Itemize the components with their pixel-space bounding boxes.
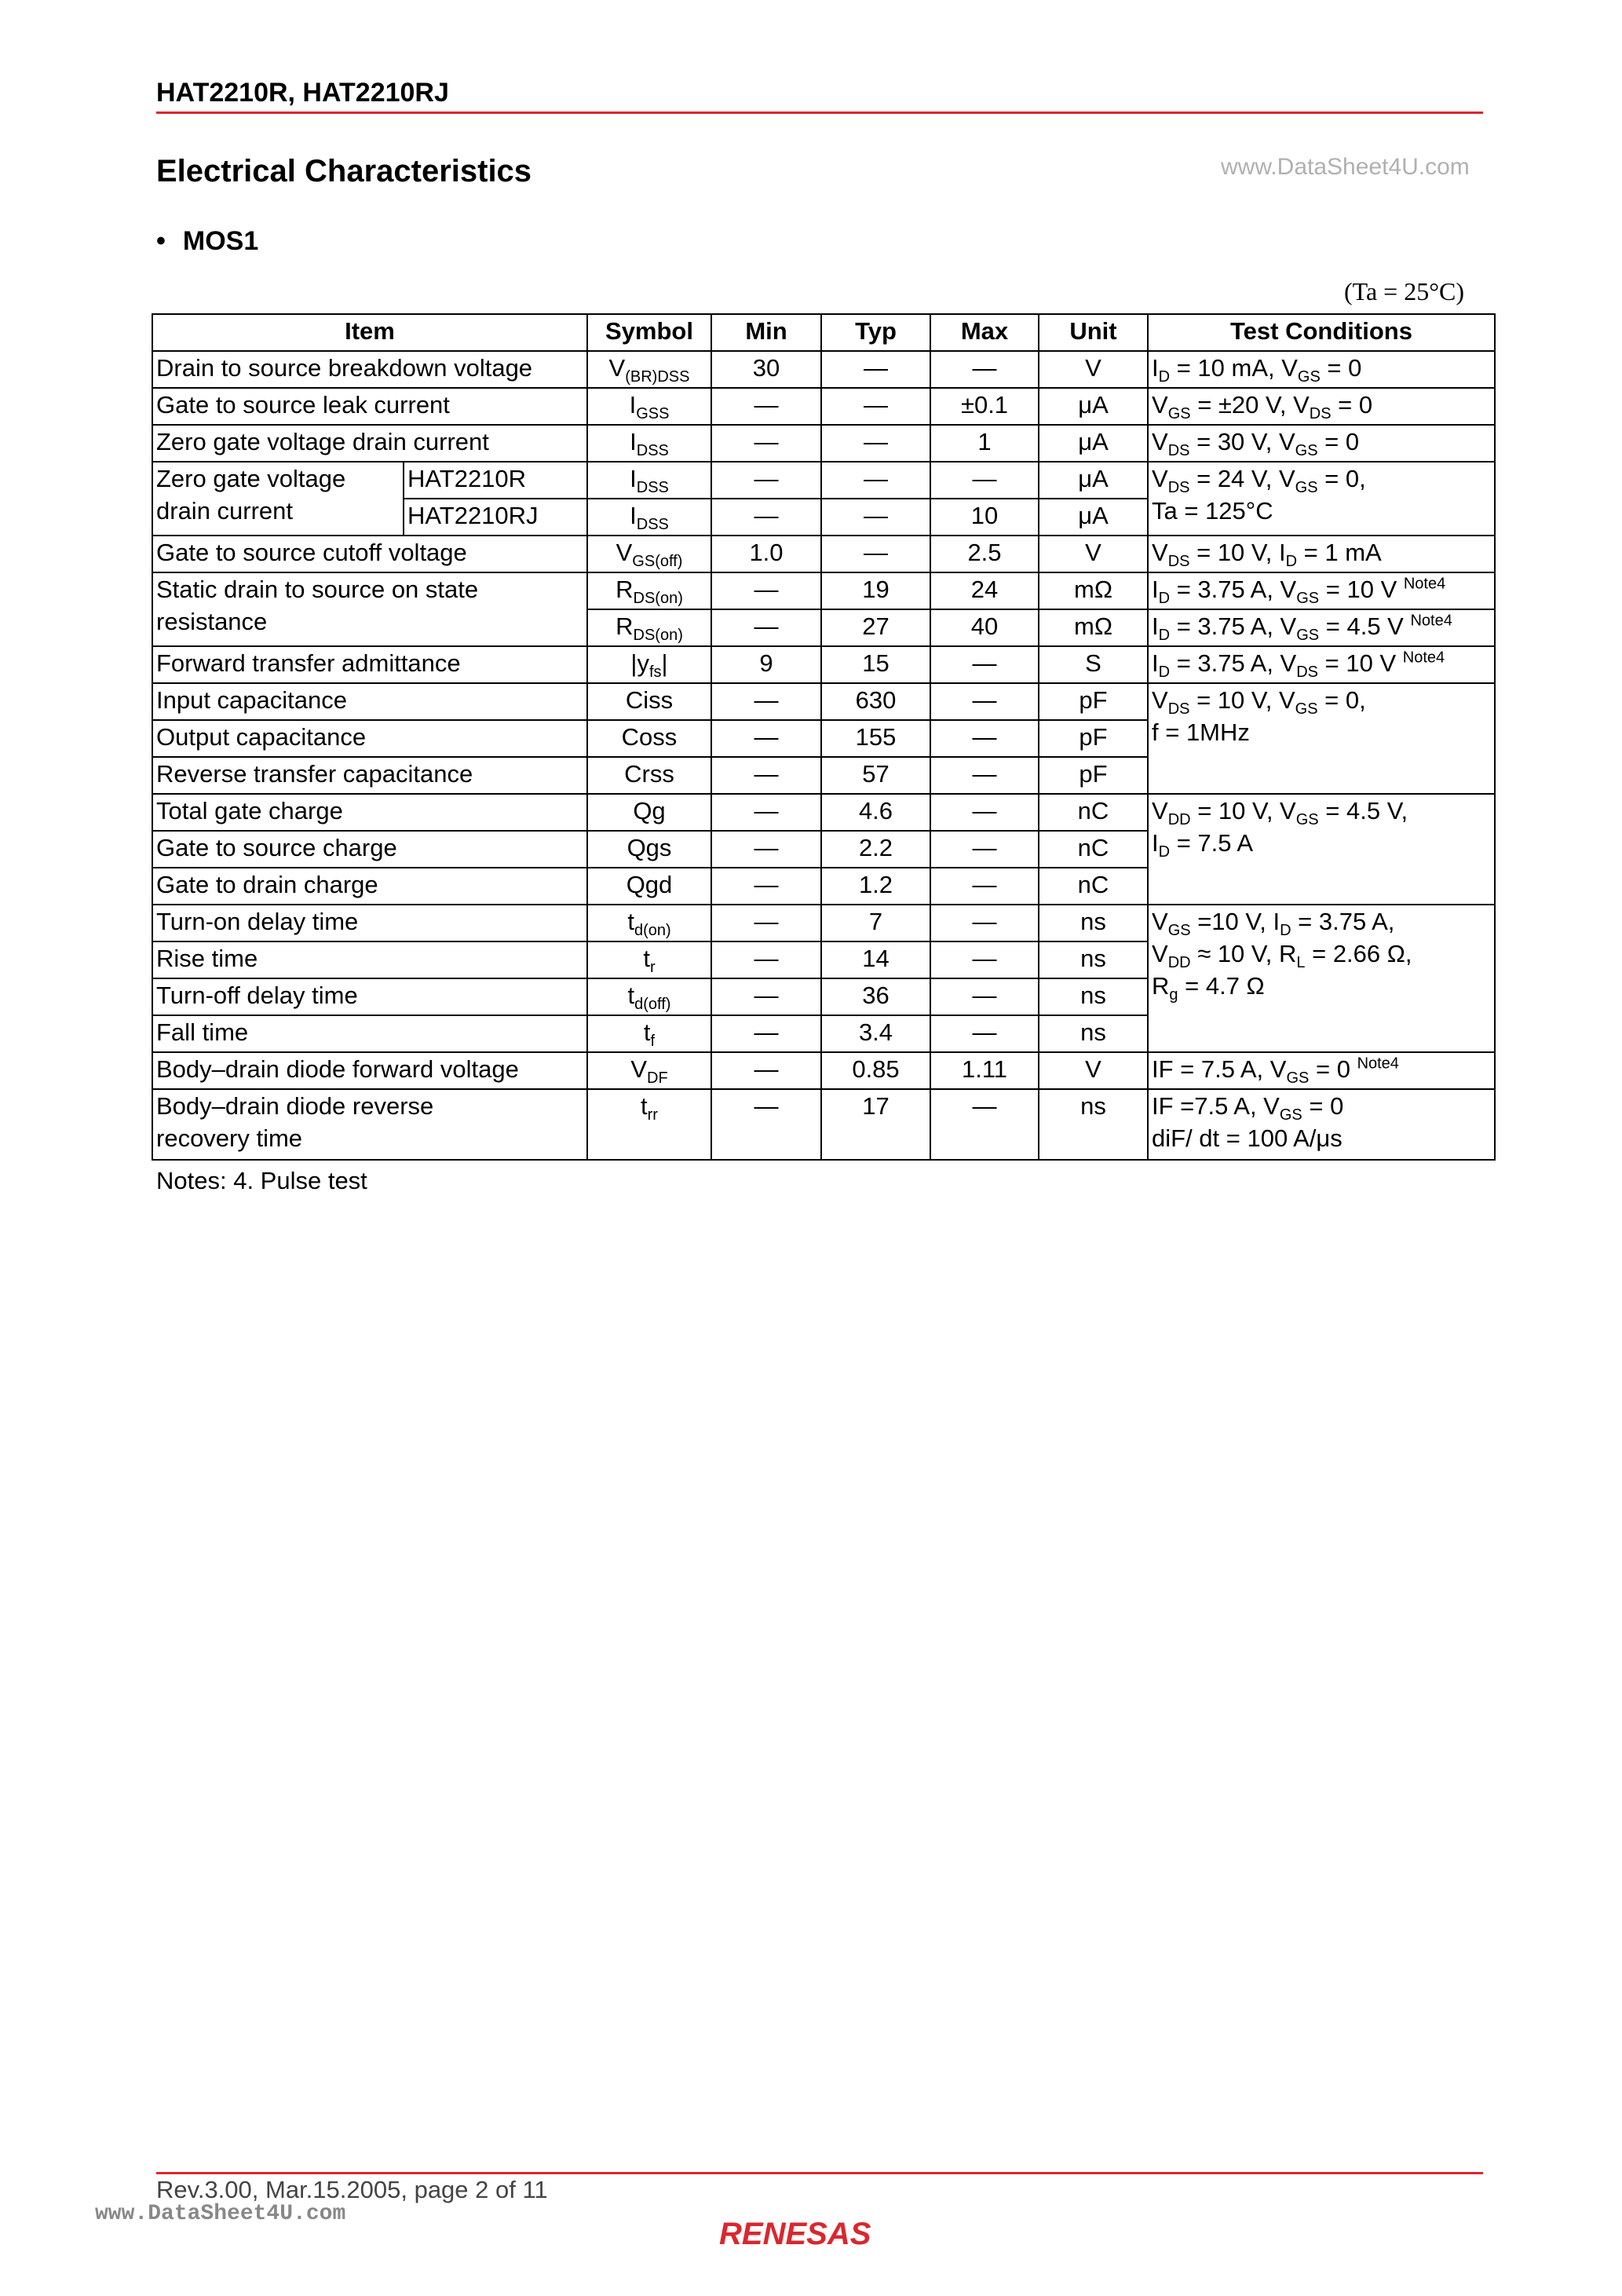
max-cell: — (930, 757, 1039, 794)
symbol-cell: $|y_{fs}|$ (587, 646, 711, 683)
test-condition-cell: $I_D = 3.75$ A, $V_{GS} = 4.5$ V $^{Note4}$ (1148, 609, 1495, 646)
part-number-header: HAT2210R, HAT2210RJ (156, 78, 449, 108)
symbol-cell: Qgs (587, 831, 711, 868)
typ-cell: 3.4 (821, 1015, 930, 1052)
typ-cell: 14 (821, 941, 930, 978)
min-cell: — (711, 1089, 821, 1160)
typ-cell: — (821, 351, 930, 388)
typ-cell: 15 (821, 646, 930, 683)
table-row (152, 351, 1495, 388)
unit-cell: μA (1039, 425, 1148, 462)
typ-cell: 19 (821, 572, 930, 609)
table-row (152, 425, 1495, 462)
test-condition-cell: $V_{DS} = 24$ V, $V_{GS} = 0$, Ta = 125°C (1148, 462, 1495, 536)
symbol-cell: $I_{GSS}$ (587, 388, 711, 425)
test-condition-cell: IF = 7.5 A, $V_{GS} = 0$ $^{Note4}$ (1148, 1052, 1495, 1089)
max-cell: — (930, 978, 1039, 1015)
item-cell: Body–drain diode forward voltage (152, 1052, 587, 1089)
symbol-cell: $t_{d(off)}$ (587, 978, 711, 1015)
unit-cell: nC (1039, 794, 1148, 831)
max-cell: ±0.1 (930, 388, 1039, 425)
min-cell: — (711, 1052, 821, 1089)
test-condition-cell: $I_D = 3.75$ A, $V_{DS} = 10$ V $^{Note4}$ (1148, 646, 1495, 683)
table-row (152, 462, 1495, 499)
item-cell: Forward transfer admittance (152, 646, 587, 683)
min-cell: — (711, 905, 821, 941)
variant-cell: HAT2210RJ (404, 499, 587, 536)
item-cell: Zero gate voltage drain current (152, 462, 404, 536)
min-cell: — (711, 462, 821, 499)
typ-cell: — (821, 499, 930, 536)
min-cell: — (711, 794, 821, 831)
header-max: Max (930, 314, 1039, 351)
min-cell: — (711, 868, 821, 905)
symbol-cell: Qg (587, 794, 711, 831)
min-cell: — (711, 499, 821, 536)
min-cell: — (711, 572, 821, 609)
max-cell: 24 (930, 572, 1039, 609)
table-header-row (152, 314, 1495, 351)
test-condition-cell: IF =7.5 A, $V_{GS} = 0$ diF/ dt = 100 A/μs (1148, 1089, 1495, 1160)
variant-cell: HAT2210R (404, 462, 587, 499)
min-cell: — (711, 683, 821, 720)
header-test-conditions: Test Conditions (1148, 314, 1495, 351)
symbol-cell: $I_{DSS}$ (587, 425, 711, 462)
typ-cell: 27 (821, 609, 930, 646)
min-cell: — (711, 1015, 821, 1052)
watermark-bottom: www.DataSheet4U.com (95, 2202, 346, 2226)
item-cell: Total gate charge (152, 794, 587, 831)
typ-cell: 17 (821, 1089, 930, 1160)
renesas-logo (719, 2216, 923, 2252)
max-cell: — (930, 646, 1039, 683)
header-item: Item (152, 314, 587, 351)
min-cell: — (711, 609, 821, 646)
notes: Notes: 4. Pulse test (156, 1167, 367, 1194)
item-cell: Turn-on delay time (152, 905, 587, 941)
header-min: Min (711, 314, 821, 351)
item-cell: Fall time (152, 1015, 587, 1052)
test-condition-cell: $V_{GS} = \pm 20$ V, $V_{DS} = 0$ (1148, 388, 1495, 425)
min-cell: 9 (711, 646, 821, 683)
table-row (152, 905, 1495, 941)
item-cell: Turn-off delay time (152, 978, 587, 1015)
symbol-cell: Crss (587, 757, 711, 794)
min-cell: — (711, 720, 821, 757)
typ-cell: — (821, 388, 930, 425)
unit-cell: ns (1039, 941, 1148, 978)
item-cell: Gate to source leak current (152, 388, 587, 425)
typ-cell: — (821, 462, 930, 499)
test-condition-cell: $V_{DD} = 10$ V, $V_{GS} = 4.5$ V, $I_D = 7.5$ A (1148, 794, 1495, 905)
max-cell: — (930, 905, 1039, 941)
item-cell: Output capacitance (152, 720, 587, 757)
watermark-top: www.DataSheet4U.com (1221, 154, 1470, 180)
unit-cell: μA (1039, 462, 1148, 499)
table-row (152, 794, 1495, 831)
unit-cell: μA (1039, 388, 1148, 425)
typ-cell: 36 (821, 978, 930, 1015)
typ-cell: 4.6 (821, 794, 930, 831)
typ-cell: 7 (821, 905, 930, 941)
symbol-cell: $R_{DS(on)}$ (587, 609, 711, 646)
footer-revision: Rev.3.00, Mar.15.2005, page 2 of 11 (156, 2176, 548, 2203)
unit-cell: mΩ (1039, 572, 1148, 609)
symbol-cell: $t_f$ (587, 1015, 711, 1052)
symbol-cell: $V_{DF}$ (587, 1052, 711, 1089)
unit-cell: nC (1039, 831, 1148, 868)
item-cell: Gate to source charge (152, 831, 587, 868)
max-cell: 1.11 (930, 1052, 1039, 1089)
min-cell: — (711, 941, 821, 978)
item-cell: Drain to source breakdown voltage (152, 351, 587, 388)
unit-cell: mΩ (1039, 609, 1148, 646)
max-cell: 1 (930, 425, 1039, 462)
unit-cell: ns (1039, 1015, 1148, 1052)
item-cell: Body–drain diode reverse recovery time (152, 1089, 587, 1160)
unit-cell: ns (1039, 978, 1148, 1015)
bullet: • (156, 226, 166, 256)
typ-cell: 2.2 (821, 831, 930, 868)
test-condition-cell: $V_{DS} = 30$ V, $V_{GS} = 0$ (1148, 425, 1495, 462)
min-cell: 1.0 (711, 536, 821, 572)
subsection-heading (156, 226, 258, 257)
typ-cell: — (821, 425, 930, 462)
symbol-cell: $t_{rr}$ (587, 1089, 711, 1160)
item-cell: Gate to drain charge (152, 868, 587, 905)
max-cell: — (930, 720, 1039, 757)
min-cell: — (711, 831, 821, 868)
item-cell: Input capacitance (152, 683, 587, 720)
unit-cell: pF (1039, 720, 1148, 757)
max-cell: — (930, 683, 1039, 720)
typ-cell: 155 (821, 720, 930, 757)
typ-cell: 630 (821, 683, 930, 720)
table-row (152, 1052, 1495, 1089)
symbol-cell: $I_{DSS}$ (587, 499, 711, 536)
symbol-cell: $R_{DS(on)}$ (587, 572, 711, 609)
typ-cell: 0.85 (821, 1052, 930, 1089)
unit-cell: V (1039, 1052, 1148, 1089)
subsection-label: MOS1 (182, 226, 259, 256)
unit-cell: ns (1039, 905, 1148, 941)
max-cell: — (930, 868, 1039, 905)
symbol-cell: Coss (587, 720, 711, 757)
symbol-cell: $I_{DSS}$ (587, 462, 711, 499)
typ-cell: 1.2 (821, 868, 930, 905)
max-cell: 40 (930, 609, 1039, 646)
max-cell: — (930, 351, 1039, 388)
min-cell: — (711, 757, 821, 794)
header-typ: Typ (821, 314, 930, 351)
footer-rule (156, 2172, 1483, 2174)
test-condition-cell: $V_{DS} = 10$ V, $V_{GS} = 0$, f = 1MHz (1148, 683, 1495, 794)
max-cell: — (930, 462, 1039, 499)
header-rule (156, 112, 1483, 114)
item-cell: Static drain to source on state resistance (152, 572, 587, 646)
min-cell: 30 (711, 351, 821, 388)
unit-cell: pF (1039, 757, 1148, 794)
table-row (152, 1089, 1495, 1160)
symbol-cell: Qgd (587, 868, 711, 905)
test-condition-cell: $I_D = 10$ mA, $V_{GS} = 0$ (1148, 351, 1495, 388)
unit-cell: pF (1039, 683, 1148, 720)
min-cell: — (711, 425, 821, 462)
electrical-characteristics-table (152, 313, 1496, 1161)
min-cell: — (711, 388, 821, 425)
max-cell: 10 (930, 499, 1039, 536)
max-cell: — (930, 831, 1039, 868)
test-condition-cell: $I_D = 3.75$ A, $V_{GS} = 10$ V $^{Note4}$ (1148, 572, 1495, 609)
header-symbol: Symbol (587, 314, 711, 351)
ambient-temperature-note: (Ta = 25°C) (1344, 277, 1465, 305)
renesas-logo-text: RENESAS (719, 2217, 871, 2251)
typ-cell: — (821, 536, 930, 572)
typ-cell: 57 (821, 757, 930, 794)
max-cell: — (930, 794, 1039, 831)
symbol-cell: $V_{GS(off)}$ (587, 536, 711, 572)
symbol-cell: $t_r$ (587, 941, 711, 978)
max-cell: 2.5 (930, 536, 1039, 572)
symbol-cell: Ciss (587, 683, 711, 720)
item-cell: Rise time (152, 941, 587, 978)
table-row (152, 572, 1495, 609)
table-row (152, 683, 1495, 720)
header-unit: Unit (1039, 314, 1148, 351)
table-row (152, 646, 1495, 683)
symbol-cell: $t_{d(on)}$ (587, 905, 711, 941)
item-cell: Reverse transfer capacitance (152, 757, 587, 794)
min-cell: — (711, 978, 821, 1015)
table-row (152, 388, 1495, 425)
max-cell: — (930, 941, 1039, 978)
test-condition-cell: $V_{GS} =10$ V, $I_D = 3.75$ A, $V_{DD} \approx 10$ V, $R_L = 2.66$ Ω, $R_g = 4.7$ Ω (1148, 905, 1495, 1052)
unit-cell: S (1039, 646, 1148, 683)
unit-cell: V (1039, 536, 1148, 572)
unit-cell: V (1039, 351, 1148, 388)
section-title: Electrical Characteristics (156, 154, 532, 188)
test-condition-cell: $V_{DS} = 10$ V, $I_D = 1$ mA (1148, 536, 1495, 572)
symbol-cell: $V_{(BR)DSS}$ (587, 351, 711, 388)
item-cell: Gate to source cutoff voltage (152, 536, 587, 572)
max-cell: — (930, 1089, 1039, 1160)
table-row (152, 536, 1495, 572)
unit-cell: nC (1039, 868, 1148, 905)
unit-cell: μA (1039, 499, 1148, 536)
max-cell: — (930, 1015, 1039, 1052)
item-cell: Zero gate voltage drain current (152, 425, 587, 462)
unit-cell: ns (1039, 1089, 1148, 1160)
